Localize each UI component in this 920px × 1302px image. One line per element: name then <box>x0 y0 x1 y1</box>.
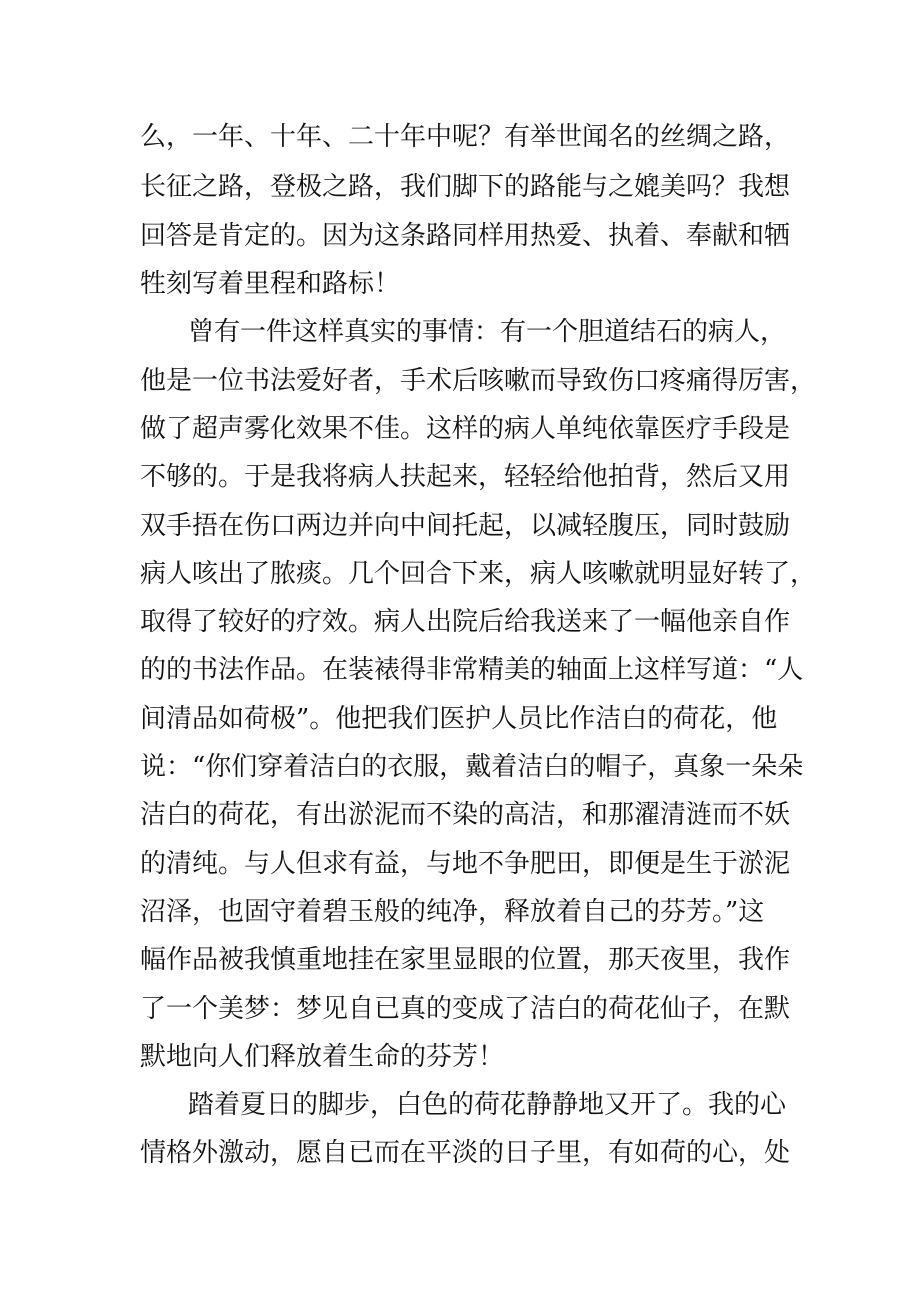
text-line: 做了超声雾化效果不佳。这样的病人单纯依靠医疗手段是 <box>140 414 791 444</box>
text-line: 的的书法作品。在装裱得非常精美的轴面上这样写道：“人 <box>140 655 804 685</box>
text-line: 间清品如荷极”。他把我们医护人员比作洁白的荷花，他 <box>140 704 778 734</box>
text-line: 洁白的荷花，有出淤泥而不染的高洁，和那濯清涟而不妖 <box>140 800 791 830</box>
text-line: 说：“你们穿着洁白的衣服，戴着洁白的帽子，真象一朵朵 <box>140 752 804 782</box>
text-line: 双手捂在伤口两边并向中间托起，以减轻腹压，同时鼓励 <box>140 511 791 541</box>
text-line: 他是一位书法爱好者，手术后咳嗽而导致伤口疼痛得厉害， <box>140 366 817 396</box>
text-line: 回答是肯定的。因为这条路同样用热爱、执着、奉献和牺 <box>140 221 791 251</box>
text-line: 情格外激动，愿自已而在平淡的日子里，有如荷的心，处 <box>140 1138 791 1168</box>
paragraph-start-line: 曾有一件这样真实的事情：有一个胆道结石的病人， <box>188 317 787 347</box>
text-line: 的清纯。与人但求有益，与地不争肥田，即便是生于淤泥 <box>140 849 791 879</box>
text-line: 么，一年、十年、二十年中呢？有举世闻名的丝绸之路， <box>140 122 791 152</box>
text-line: 不够的。于是我将病人扶起来，轻轻给他拍背，然后又用 <box>140 462 791 492</box>
text-line: 默地向人们释放着生命的芬芳！ <box>140 1042 505 1072</box>
text-line: 幅作品被我慎重地挂在家里显眼的位置，那天夜里，我作 <box>140 945 791 975</box>
text-line: 长征之路，登极之路，我们脚下的路能与之媲美吗？我想 <box>140 172 791 202</box>
text-line: 取得了较好的疗效。病人出院后给我送来了一幅他亲自作 <box>140 607 791 637</box>
paragraph-start-line: 踏着夏日的脚步，白色的荷花静静地又开了。我的心 <box>188 1090 787 1120</box>
text-line: 病人咳出了脓痰。几个回合下来，病人咳嗽就明显好转了， <box>140 559 817 589</box>
text-line: 牲刻写着里程和路标！ <box>140 269 401 299</box>
text-line: 了一个美梦：梦见自已真的变成了洁白的荷花仙子，在默 <box>140 994 791 1024</box>
text-line: 沼泽，也固守着碧玉般的纯净，释放着自己的芬芳。”这 <box>140 897 765 927</box>
